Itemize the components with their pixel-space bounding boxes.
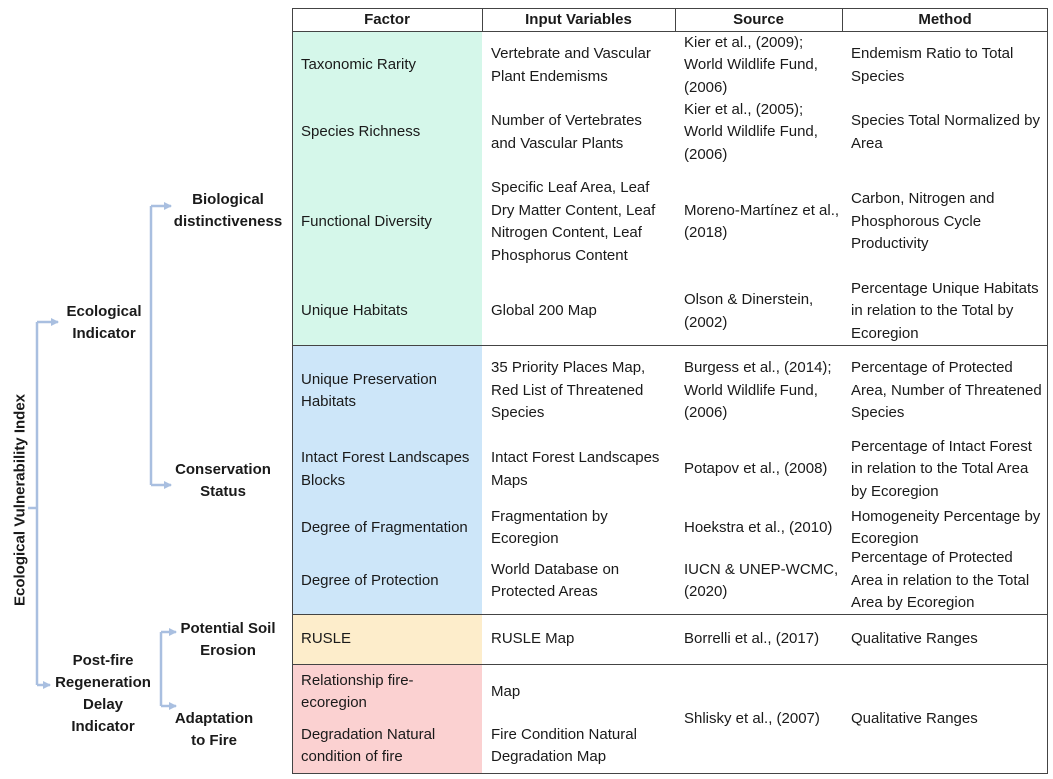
method-cell: Endemism Ratio to Total Species xyxy=(851,45,1014,85)
factor-cell: Species Richness xyxy=(301,123,421,141)
ecological-indicator-node: Ecological Indicator xyxy=(66,303,142,342)
header-col-divider-3 xyxy=(842,8,843,32)
method-cell: Species Total Normalized by Area xyxy=(851,112,1040,152)
input-cell: Intact Forest Landscapes Maps xyxy=(491,449,660,489)
source-cell: Borrelli et al., (2017) xyxy=(684,630,820,648)
input-cell: Specific Leaf Area, Leaf Dry Matter Content, Leaf Nitrogen Content, Leaf Phosphorus Content xyxy=(491,179,656,264)
header-col-divider-2 xyxy=(675,8,676,32)
source-cell: Burgess et al., (2014); World Wildlife Fund, (2006) xyxy=(684,359,832,422)
index-title: Ecological Vulnerability Index xyxy=(11,394,29,606)
source-cell: Moreno-Martínez et al., (2018) xyxy=(684,201,840,241)
conservation-status-node: Conservation Status xyxy=(175,461,271,500)
input-cell: RUSLE Map xyxy=(491,630,575,648)
input-cell: 35 Priority Places Map, Red List of Threatened Species xyxy=(491,359,646,422)
source-cell: Potapov et al., (2008) xyxy=(684,460,828,478)
method-cell: Percentage Unique Habitats in relation to the Total by Ecoregion xyxy=(851,279,1039,342)
method-cell: Percentage of Protected Area, Number of Threatened Species xyxy=(851,359,1042,422)
input-cell: World Database on Protected Areas xyxy=(491,560,620,600)
method-cell: Homogeneity Percentage by Ecoregion xyxy=(851,507,1041,547)
factor-cell: Taxonomic Rarity xyxy=(301,56,417,74)
input-cell: Map xyxy=(491,682,521,700)
factor-cell: Degree of Protection xyxy=(301,571,439,589)
factor-cell: Unique Habitats xyxy=(301,302,408,320)
input-cell: Vertebrate and Vascular Plant Endemisms xyxy=(491,45,651,85)
input-cell: Number of Vertebrates and Vascular Plants xyxy=(491,112,642,152)
potential-soil-erosion-node: Potential Soil Erosion xyxy=(180,620,276,659)
header-input: Input Variables xyxy=(525,11,632,28)
method-cell: Percentage of Protected Area in relation to the Total Area by Ecoregion xyxy=(851,549,1030,612)
header-source: Source xyxy=(733,11,784,28)
factor-cell: Degree of Fragmentation xyxy=(301,518,468,536)
adaptation-to-fire-node: Adaptation to Fire xyxy=(174,710,254,749)
source-cell: Olson & Dinerstein, (2002) xyxy=(684,291,814,331)
factor-cell: Intact Forest Landscapes Blocks xyxy=(301,449,470,489)
factor-cell: RUSLE xyxy=(301,630,352,648)
method-cell: Percentage of Intact Forest in relation to the Total Area by Ecoregion xyxy=(851,437,1032,500)
input-cell: Fire Condition Natural Degradation Map xyxy=(491,725,637,765)
postfire-indicator-node: Post-fire Regeneration Delay Indicator xyxy=(55,652,151,735)
header-col-divider-1 xyxy=(482,8,483,32)
biological-distinctiveness-node: Biological distinctiveness xyxy=(173,191,283,230)
source-cell: Kier et al., (2005); World Wildlife Fund, (2006) xyxy=(684,100,818,163)
input-cell: Global 200 Map xyxy=(491,302,597,320)
factor-table xyxy=(292,8,1048,774)
table-border-top xyxy=(292,8,1048,9)
source-cell: Kier et al., (2009); World Wildlife Fund, (2006) xyxy=(684,33,818,96)
table-border-left xyxy=(292,8,293,774)
source-cell: Shlisky et al., (2007) xyxy=(684,709,820,727)
table-border-right xyxy=(1047,8,1048,774)
header-factor: Factor xyxy=(364,11,410,28)
method-cell: Qualitative Ranges xyxy=(851,630,978,648)
factor-cell: Relationship fire-ecoregion xyxy=(301,671,414,711)
input-cell: Fragmentation by Ecoregion xyxy=(491,507,608,547)
source-cell: Hoekstra et al., (2010) xyxy=(684,518,833,536)
factor-cell: Degradation Natural condition of fire xyxy=(301,725,436,765)
method-cell: Qualitative Ranges xyxy=(851,709,978,727)
source-cell: IUCN & UNEP-WCMC, (2020) xyxy=(684,560,839,600)
method-cell: Carbon, Nitrogen and Phosphorous Cycle Productivity xyxy=(851,190,995,253)
factor-cell: Unique Preservation Habitats xyxy=(301,370,437,410)
table-border-bottom xyxy=(292,773,1048,774)
header-method: Method xyxy=(918,11,972,28)
factor-cell: Functional Diversity xyxy=(301,212,432,230)
